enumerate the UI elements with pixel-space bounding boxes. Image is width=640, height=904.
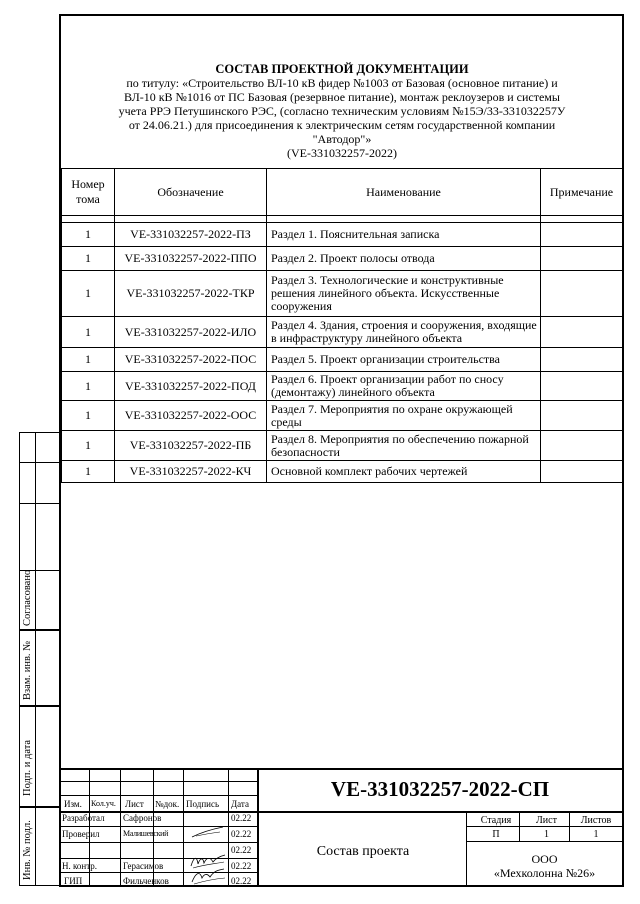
label-sheet: Лист [536, 815, 557, 826]
documents-table [61, 168, 623, 483]
cell-volume: 1 [62, 223, 115, 247]
cell-name: Раздел 5. Проект организации строительства [267, 348, 541, 372]
cell-note [541, 431, 623, 461]
cell-volume: 1 [62, 317, 115, 348]
col-kol: Кол.уч. [91, 799, 116, 808]
col-izm: Изм. [64, 799, 82, 809]
role-checked: Проверил [62, 829, 100, 839]
cell-code: VE-331032257-2022-ТКР [115, 271, 267, 317]
document-title-block [61, 62, 623, 160]
value-sheets: 1 [593, 829, 599, 840]
name-developed: Сафронов [123, 813, 162, 823]
col-data: Дата [231, 799, 249, 809]
cell-code: VE-331032257-2022-КЧ [115, 461, 267, 483]
value-sheet: 1 [544, 829, 549, 840]
table-row [62, 431, 623, 461]
cell-code: VE-331032257-2022-ПОД [115, 372, 267, 401]
document-name: Состав проекта [316, 844, 410, 859]
cell-code: VE-331032257-2022-ПЗ [115, 223, 267, 247]
date-row3: 02.22 [231, 845, 252, 855]
table-row [62, 317, 623, 348]
role-norm-control: Н. контр. [62, 861, 98, 871]
cell-volume: 1 [62, 461, 115, 483]
table-header-row [62, 169, 623, 216]
cell-note [541, 461, 623, 483]
role-developed: Разработал [62, 813, 105, 823]
signature-checked-icon [190, 824, 226, 840]
name-gip: Фильченков [123, 876, 169, 886]
cell-note [541, 271, 623, 317]
cell-note [541, 223, 623, 247]
cell-volume: 1 [62, 348, 115, 372]
cell-code: VE-331032257-2022-ПОС [115, 348, 267, 372]
signature-gip-icon [188, 866, 228, 886]
cell-volume: 1 [62, 372, 115, 401]
table-row [62, 401, 623, 431]
table-row [62, 348, 623, 372]
cell-note [541, 401, 623, 431]
cell-name: Раздел 6. Проект организации работ по сносу (демонтажу) линейного объекта [267, 372, 541, 401]
col-podpis: Подпись [186, 799, 220, 809]
role-gip: ГИП [64, 876, 83, 886]
cell-note [541, 247, 623, 271]
title-line-4: от 24.06.21.) для присоединения к электрическим сетям государственной компании [128, 118, 556, 132]
table-row [62, 461, 623, 483]
date-developed: 02.22 [231, 813, 252, 823]
cell-volume: 1 [62, 431, 115, 461]
title-line-1: по титулу: «Строительство ВЛ-10 кВ фидер №1003 от Базовая (основное питание) и [126, 76, 558, 90]
title-line-2: ВЛ-10 кВ №1016 от ПС Базовая (резервное питание), монтаж реклоузеров и системы [124, 90, 560, 104]
date-gip: 02.22 [231, 876, 252, 886]
organization-line-1: ООО [531, 852, 558, 866]
cell-name: Раздел 7. Мероприятия по охране окружающей среды [267, 401, 541, 431]
label-sheets: Листов [580, 815, 612, 826]
cell-code: VE-331032257-2022-ППО [115, 247, 267, 271]
cell-code: VE-331032257-2022-ИЛО [115, 317, 267, 348]
table-row [62, 271, 623, 317]
table-spacer-row [62, 216, 623, 223]
cell-name: Раздел 2. Проект полосы отвода [267, 247, 541, 271]
organization-line-2: «Мехколонна №26» [493, 866, 596, 880]
date-checked: 02.22 [231, 829, 252, 839]
cell-volume: 1 [62, 401, 115, 431]
name-norm-control: Герасимов [123, 861, 164, 871]
cell-note [541, 348, 623, 372]
header-note: Примечание [541, 169, 623, 216]
table-row [62, 372, 623, 401]
cell-name: Раздел 8. Мероприятия по обеспечению пожарной безопасности [267, 431, 541, 461]
cell-name: Раздел 1. Пояснительная записка [267, 223, 541, 247]
cell-code: VE-331032257-2022-ООС [115, 401, 267, 431]
side-label-agreed: Согласовано [22, 569, 33, 626]
col-list: Лист [125, 799, 144, 809]
cell-note [541, 317, 623, 348]
cell-note [541, 372, 623, 401]
cell-volume: 1 [62, 247, 115, 271]
value-stage: П [492, 829, 500, 840]
col-ndok: №док. [155, 799, 180, 809]
header-code: Обозначение [115, 169, 267, 216]
document-title: СОСТАВ ПРОЕКТНОЙ ДОКУМЕНТАЦИИ [215, 62, 469, 76]
label-stage: Стадия [480, 815, 512, 826]
table-row [62, 223, 623, 247]
side-label-inv-change: Взам. инв. № [22, 640, 33, 700]
table-row [62, 247, 623, 271]
cell-name: Основной комплект рабочих чертежей [267, 461, 541, 483]
name-checked: Малишевский [123, 829, 169, 838]
document-code: VE-331032257-2022-СП [330, 777, 550, 801]
cell-name: Раздел 4. Здания, строения и сооружения, входящие в инфраструктуру линейного объекта [267, 317, 541, 348]
header-volume: Номер тома [62, 169, 115, 216]
cell-volume: 1 [62, 271, 115, 317]
title-line-6: (VE-331032257-2022) [287, 146, 397, 160]
side-label-inv-original: Инв. № подл. [22, 820, 33, 880]
date-norm-control: 02.22 [231, 861, 252, 871]
title-line-5: "Автодор"» [312, 132, 372, 146]
header-name: Наименование [267, 169, 541, 216]
cell-code: VE-331032257-2022-ПБ [115, 431, 267, 461]
title-line-3: учета РРЭ Петушинского РЭС, (согласно техническим условиям №15Э/33-331032257У [118, 104, 566, 118]
cell-name: Раздел 3. Технологические и конструктивные решения линейного объекта. Искусственные сооружения [267, 271, 541, 317]
side-label-sign-date: Подп. и дата [22, 739, 33, 796]
